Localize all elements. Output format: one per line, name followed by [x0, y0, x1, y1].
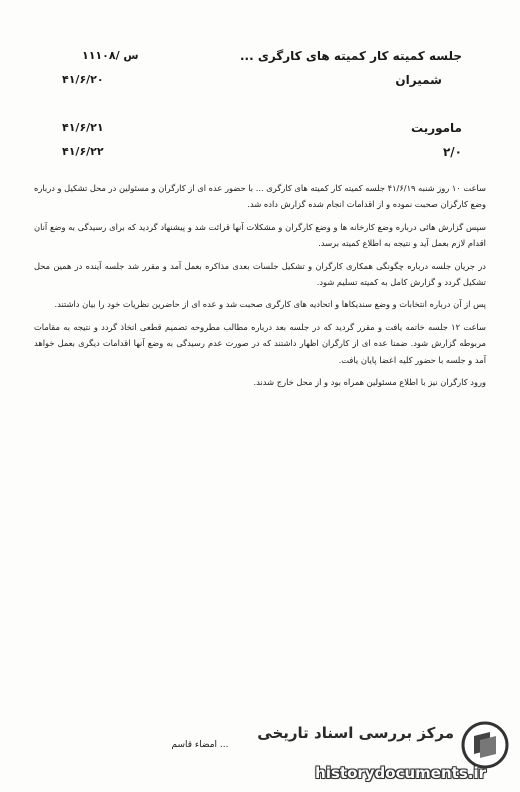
body-paragraph: پس از آن درباره انتخابات و وضع سندیکاها و اتحادیه های کارگری صحبت شد و عده ای از حاضرین نظریات خود را بیان داشتند.	[54, 299, 486, 310]
body-paragraph: ساعت ۱۰ روز شنبه ۴۱/۶/۱۹ جلسه کمیته کار کمیته های کارگری ... با حضور عده ای از کارگران و مسئولین در محل تشکیل و درباره وضع کارگران صحبت نموده و از اقدامات انجام شده گزارش داده شد.	[34, 183, 486, 210]
watermark-title: مرکز بررسی اسناد تاریخی	[257, 724, 454, 742]
document-body	[34, 180, 486, 396]
header-ref: ۲/۰	[442, 145, 462, 159]
watermark	[214, 718, 514, 788]
header-assignment: ماموریت	[410, 121, 462, 135]
body-paragraph: در جریان جلسه درباره چگونگی همکاری کارگران و تشکیل جلسات بعدی مذاکره بعمل آمد و مقرر شد جلسه آینده در همین محل تشکیل گردد و گزارش کامل به کمیته تسلیم شود.	[34, 260, 486, 288]
header-number: ۱۱۱۰۸/ س	[82, 49, 139, 62]
body-paragraph: سپس گزارش هائی درباره وضع کارخانه ها و وضع کارگران و مشکلات آنها قرائت شد و پیشنهاد گردید که برای رسیدگی به وضع آنان اقدام لازم بعمل آید و نتیجه به اطلاع کمیته برسد.	[34, 221, 486, 249]
document-header-left	[62, 44, 139, 164]
signature: امضاء قاسم ...	[171, 740, 229, 750]
header-date-1: ۴۱/۶/۲۰	[62, 73, 104, 86]
document-header-right	[240, 44, 462, 164]
header-location: شمیران	[395, 73, 442, 87]
archive-logo-icon	[460, 720, 510, 770]
header-date-3: ۴۱/۶/۲۲	[62, 145, 104, 158]
body-paragraph: ساعت ۱۲ جلسه خاتمه یافت و مقرر گردید که در جلسه بعد درباره مطالب مطروحه تصمیم قطعی اتخاذ گردد و نتیجه به مقامات مربوطه گزارش شود. ضمنا عده ای از کارگران اظهار داشتند که در صورت عدم رسیدگی به وضع آنها اقدامات دیگری بعمل خواهد آمد و جلسه با حضور کلیه اعضا پایان یافت.	[34, 321, 487, 365]
body-paragraph: ورود کارگران نیز با اطلاع مسئولین همراه بود و از محل خارج شدند.	[253, 377, 486, 388]
watermark-url: historydocuments.ir	[315, 764, 486, 782]
header-title: جلسه کمیته کار کمیته های کارگری ...	[239, 49, 462, 63]
header-date-2: ۴۱/۶/۲۱	[62, 121, 104, 134]
